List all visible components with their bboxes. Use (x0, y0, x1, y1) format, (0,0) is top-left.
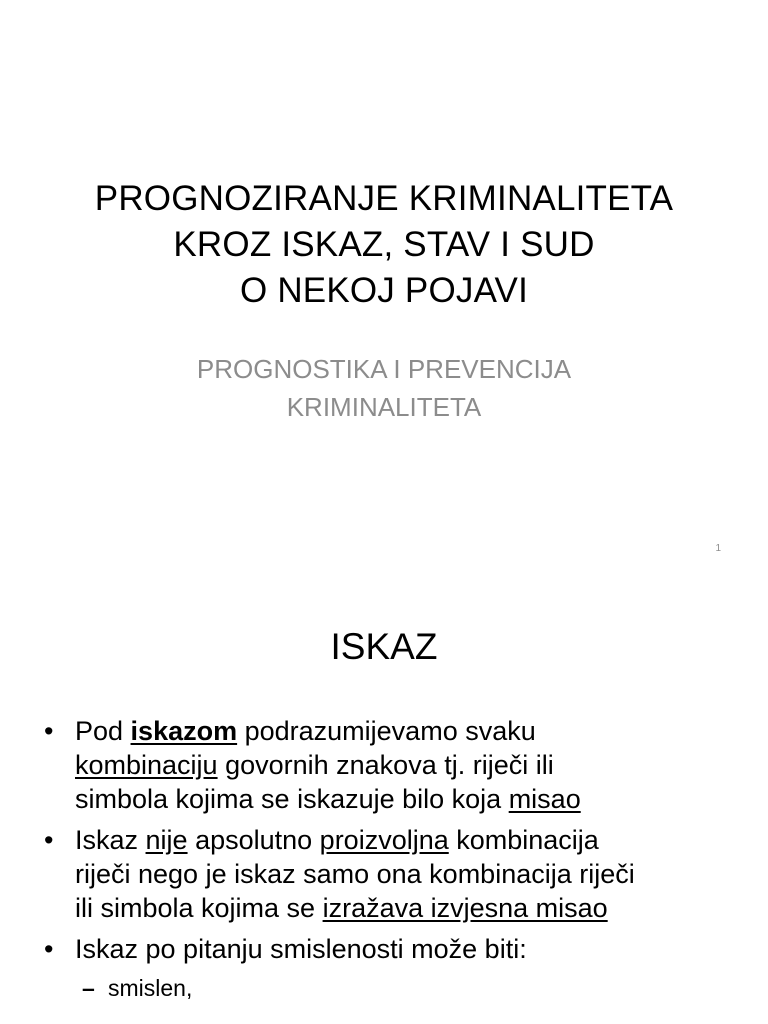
underline-misao: misao (508, 784, 581, 814)
dash-icon: – (82, 975, 95, 1001)
slide-heading: ISKAZ (330, 626, 438, 667)
bullet-2-line-1 (75, 823, 734, 857)
bullet-dot-icon: • (44, 716, 54, 746)
slide-title-line-2: KROZ ISKAZ, STAV I SUD (173, 225, 595, 264)
slide-subtitle (0, 350, 768, 426)
text-run: ili simbola kojima se (75, 893, 323, 923)
slide-title (0, 176, 768, 314)
bullet-1-line-2 (75, 748, 734, 782)
bullet-item-3 (0, 932, 768, 966)
text-run: simbola kojima se iskazuje bilo koja (75, 784, 509, 814)
underline-proizvoljna: proizvoljna (319, 825, 449, 855)
slide-subtitle-line-2: KRIMINALITETA (286, 392, 482, 422)
text-run: kombinacija (448, 825, 599, 855)
slide-title-line-3: O NEKOJ POJAVI (239, 271, 529, 310)
slide-subtitle-line-1: PROGNOSTIKA I PREVENCIJA (196, 354, 572, 384)
slide-number: 1 (715, 543, 721, 554)
text-run: podrazumijevamo svaku (237, 716, 536, 746)
bullet-1-line-1 (75, 714, 734, 748)
sub-bullet-item-1 (0, 973, 768, 1003)
emphasis-iskazom: iskazom (130, 716, 238, 746)
bullet-2-line-3 (75, 891, 734, 925)
sub-bullet-text: smislen, (108, 975, 193, 1001)
text-run: Pod (75, 716, 131, 746)
bullet-dot-icon: • (44, 934, 54, 964)
bullet-2-line-2: riječi nego je iskaz samo ona kombinacija riječi (75, 859, 635, 889)
underline-kombinaciju: kombinaciju (75, 750, 218, 780)
bullet-3-line-1: Iskaz po pitanju smislenosti može biti: (75, 934, 527, 964)
bullet-item-2 (0, 823, 768, 925)
text-run: apsolutno (187, 825, 320, 855)
text-run: Iskaz (75, 825, 146, 855)
content-slide (0, 576, 768, 1024)
underline-izrazava-izvjesna-misao: izražava izvjesna misao (322, 893, 608, 923)
bullet-dot-icon: • (44, 825, 54, 855)
bullet-list (0, 714, 768, 1003)
slide-title-line-1: PROGNOZIRANJE KRIMINALITETA (94, 179, 674, 218)
bullet-1-line-3 (75, 782, 734, 816)
text-run: govornih znakova tj. riječi ili (217, 750, 554, 780)
bullet-item-1 (0, 714, 768, 816)
underline-nije: nije (145, 825, 188, 855)
